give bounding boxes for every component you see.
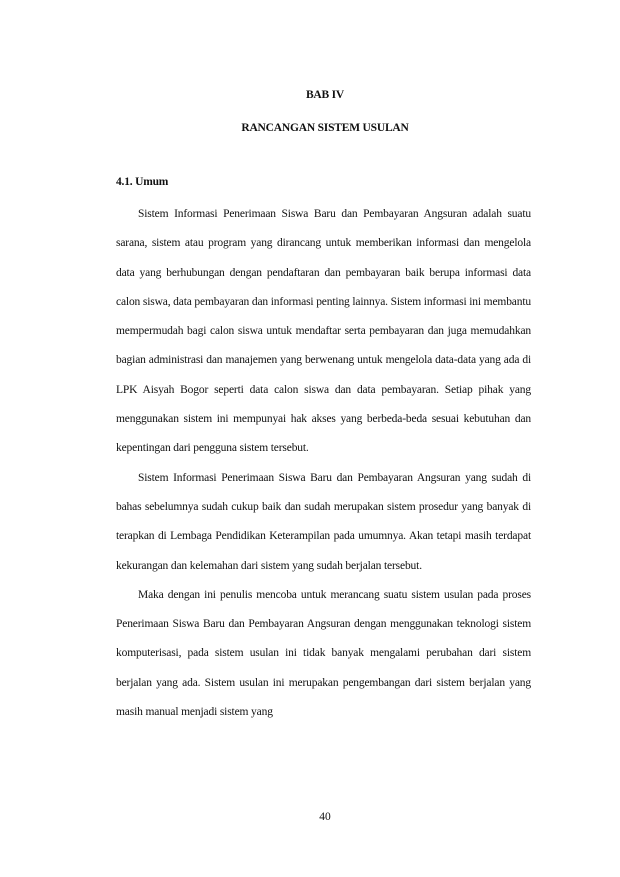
page-number: 40	[319, 811, 331, 823]
paragraph: Sistem Informasi Penerimaan Siswa Baru dan Pembayaran Angsuran yang sudah di bahas sebelumnya sudah cukup baik dan sudah merupakan sistem prosedur yang banyak di terapkan di Lembaga Pendidikan Keterampilan pada umumnya. Akan tetapi masih terdapat kekurangan dan kelemahan dari sistem yang sudah berjalan tersebut.	[116, 471, 531, 572]
section-heading: 4.1. Umum	[116, 176, 169, 188]
paragraph: Maka dengan ini penulis mencoba untuk merancang suatu sistem usulan pada proses Penerimaan Siswa Baru dan Pembayaran Angsuran dengan menggunakan teknologi sistem komputerisasi, pada sistem usulan ini tidak banyak mengalami perubahan dari sistem berjalan yang ada. Sistem usulan ini merupakan pengembangan dari sistem berjalan yang masih manual menjadi sistem yang	[116, 588, 531, 719]
paragraph: Sistem Informasi Penerimaan Siswa Baru dan Pembayaran Angsuran adalah suatu sarana, sistem atau program yang dirancang untuk memberikan informasi dan mengelola data yang berhubungan dengan pendaftaran dan pembayaran baik berupa informasi data calon siswa, data pembayaran dan informasi penting lainnya. Sistem informasi ini membantu mempermudah bagi calon siswa untuk mendaftar serta pembayaran dan juga memudahkan bagian administrasi dan manajemen yang berwenang untuk mengelola data-data yang ada di LPK Aisyah Bogor seperti data calon siswa dan data pembayaran. Setiap pihak yang menggunakan sistem ini mempunyai hak akses yang berbeda-beda sesuai kebutuhan dan kepentingan dari pengguna sistem tersebut.	[116, 208, 531, 455]
chapter-title: RANCANGAN SISTEM USULAN	[241, 122, 409, 134]
chapter-heading: BAB IV	[305, 89, 345, 101]
body-text	[116, 200, 531, 727]
